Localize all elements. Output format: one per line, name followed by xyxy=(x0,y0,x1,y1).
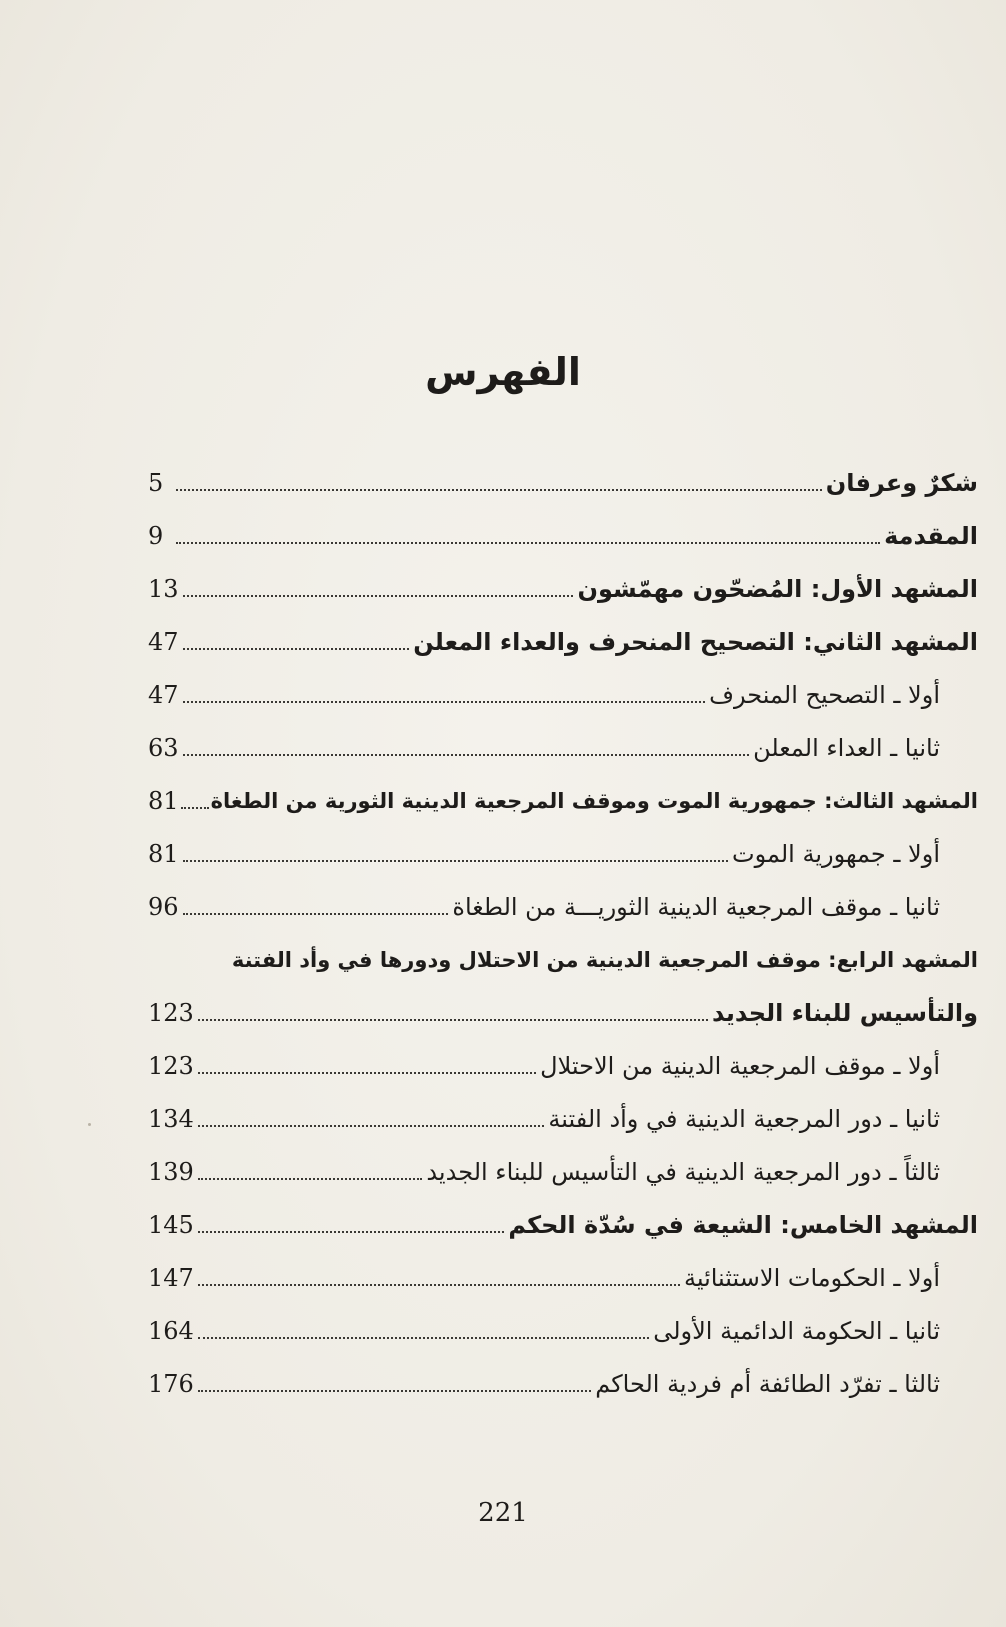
toc-entry xyxy=(148,768,978,821)
dot-leader xyxy=(183,701,706,703)
toc-subentry xyxy=(148,874,978,927)
toc-entry xyxy=(148,1192,978,1245)
toc-subentry xyxy=(148,1245,978,1298)
paper-speck xyxy=(88,1123,91,1126)
toc-entry-page: 134 xyxy=(148,1105,194,1133)
toc-entry-continuation xyxy=(148,980,978,1033)
toc-entry xyxy=(148,556,978,609)
toc-entry-page: 63 xyxy=(148,734,179,762)
page-number: 221 xyxy=(478,1498,528,1528)
toc-entry-label: ثالثا ـ تفرّد الطائفة أم فردية الحاكم xyxy=(595,1370,940,1398)
dot-leader xyxy=(183,913,449,915)
dot-leader xyxy=(176,489,822,491)
toc-entry-page: 81 xyxy=(148,840,179,868)
toc-entry-label: أولا ـ الحكومات الاستثنائية xyxy=(683,1264,940,1292)
toc-entry-page: 81 xyxy=(148,787,179,815)
dot-leader xyxy=(183,595,574,597)
dot-leader xyxy=(198,1125,545,1127)
toc-entry-label: المشهد الأول: المُضحّون مهمّشون xyxy=(577,575,978,603)
toc-entry-label: ثانيا ـ الحكومة الدائمية الأولى xyxy=(653,1317,940,1345)
dot-leader xyxy=(183,860,728,862)
toc-entry xyxy=(148,503,978,556)
toc-entry-label: ثالثاً ـ دور المرجعية الدينية في التأسيس للبناء الجديد xyxy=(426,1158,940,1186)
toc-entry-heading xyxy=(148,927,978,980)
toc-entry-page: 13 xyxy=(148,575,179,603)
toc-entry-page: 123 xyxy=(148,1052,194,1080)
dot-leader xyxy=(176,542,880,544)
toc-entry-label: المشهد الخامس: الشيعة في سُدّة الحكم xyxy=(508,1211,978,1239)
toc-entry-page: 123 xyxy=(148,999,194,1027)
toc-entry-page: 147 xyxy=(148,1264,194,1292)
toc-subentry xyxy=(148,1033,978,1086)
dot-leader xyxy=(198,1178,423,1180)
toc-entry-label: أولا ـ التصحيح المنحرف xyxy=(709,681,940,709)
toc-entry-label: والتأسيس للبناء الجديد xyxy=(712,999,978,1027)
toc-subentry xyxy=(148,1139,978,1192)
dot-leader xyxy=(183,754,750,756)
toc-entry-page: 9 xyxy=(148,522,164,550)
toc-entry-label: ثانيا ـ موقف المرجعية الدينية الثوريـــة من الطغاة xyxy=(452,893,940,921)
toc-subentry xyxy=(148,821,978,874)
dot-leader xyxy=(198,1019,708,1021)
toc-entry-page: 139 xyxy=(148,1158,194,1186)
toc-entry-page: 47 xyxy=(148,681,179,709)
dot-leader xyxy=(198,1231,505,1233)
toc-entry-label: المشهد الثالث: جمهورية الموت وموقف المرجعية الدينية الثورية من الطغاة xyxy=(210,789,978,813)
toc-entry-page: 164 xyxy=(148,1317,194,1345)
toc-entry-label: أولا ـ موقف المرجعية الدينية من الاحتلال xyxy=(540,1052,940,1080)
toc-entry-label: ثانيا ـ العداء المعلن xyxy=(753,734,940,762)
toc-entry-label: المشهد الرابع: موقف المرجعية الدينية من الاحتلال ودورها في وأد الفتنة xyxy=(231,948,978,972)
toc-entry-label: أولا ـ جمهورية الموت xyxy=(731,840,940,868)
toc-subentry xyxy=(148,1086,978,1139)
toc-entry-page: 176 xyxy=(148,1370,194,1398)
toc-entry-label: شكرٌ وعرفان xyxy=(825,469,978,497)
toc-entry-page: 47 xyxy=(148,628,179,656)
toc-entry-page: 145 xyxy=(148,1211,194,1239)
page-title: الفهرس xyxy=(425,350,581,394)
toc-entry-label: المشهد الثاني: التصحيح المنحرف والعداء المعلن xyxy=(413,628,978,656)
dot-leader xyxy=(198,1337,649,1339)
dot-leader xyxy=(183,648,410,650)
toc-entry-label: المقدمة xyxy=(884,522,978,550)
toc-subentry xyxy=(148,662,978,715)
toc-entry-page: 5 xyxy=(148,469,164,497)
toc-subentry xyxy=(148,715,978,768)
dot-leader xyxy=(181,807,209,809)
dot-leader xyxy=(198,1284,680,1286)
toc-entry xyxy=(148,609,978,662)
toc-subentry xyxy=(148,1351,978,1404)
toc-subentry xyxy=(148,1298,978,1351)
table-of-contents xyxy=(148,450,978,1404)
dot-leader xyxy=(198,1390,591,1392)
dot-leader xyxy=(198,1072,536,1074)
toc-entry xyxy=(148,450,978,503)
toc-entry-label: ثانيا ـ دور المرجعية الدينية في وأد الفتنة xyxy=(548,1105,940,1133)
toc-entry-page: 96 xyxy=(148,893,179,921)
